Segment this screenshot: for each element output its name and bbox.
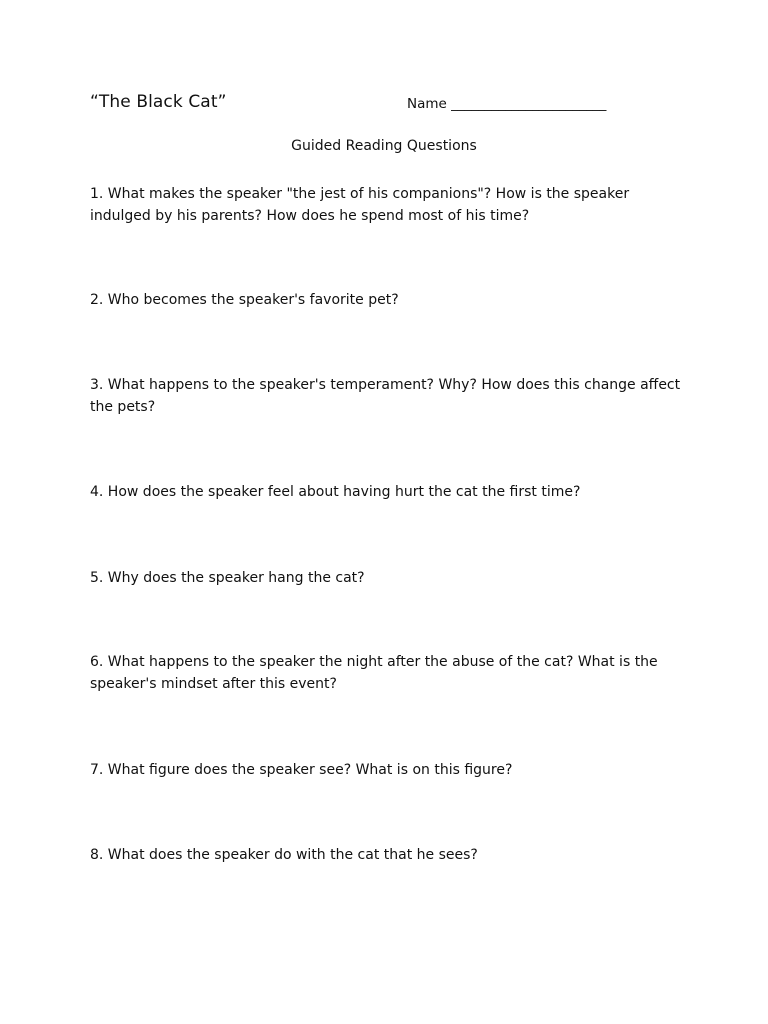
question-5: 5. Why does the speaker hang the cat?	[90, 570, 365, 586]
question-1: 1. What makes the speaker "the jest of his companions"? How is the speaker indulged by his parents? How does he spend most of his time?	[90, 186, 630, 224]
question-6: 6. What happens to the speaker the night after the abuse of the cat? What is the speaker's mindset after this event?	[90, 654, 658, 692]
question-4: 4. How does the speaker feel about having hurt the cat the first time?	[90, 484, 581, 500]
question-7: 7. What figure does the speaker see? What is on this figure?	[90, 762, 513, 778]
worksheet-subtitle: Guided Reading Questions	[291, 138, 477, 154]
question-8: 8. What does the speaker do with the cat that he sees?	[90, 847, 478, 863]
name-field-line: Name _______________________	[407, 96, 607, 112]
worksheet-title: “The Black Cat”	[90, 92, 227, 112]
question-3: 3. What happens to the speaker's temperament? Why? How does this change affect the pets?	[90, 377, 681, 415]
question-2: 2. Who becomes the speaker's favorite pet?	[90, 292, 399, 308]
